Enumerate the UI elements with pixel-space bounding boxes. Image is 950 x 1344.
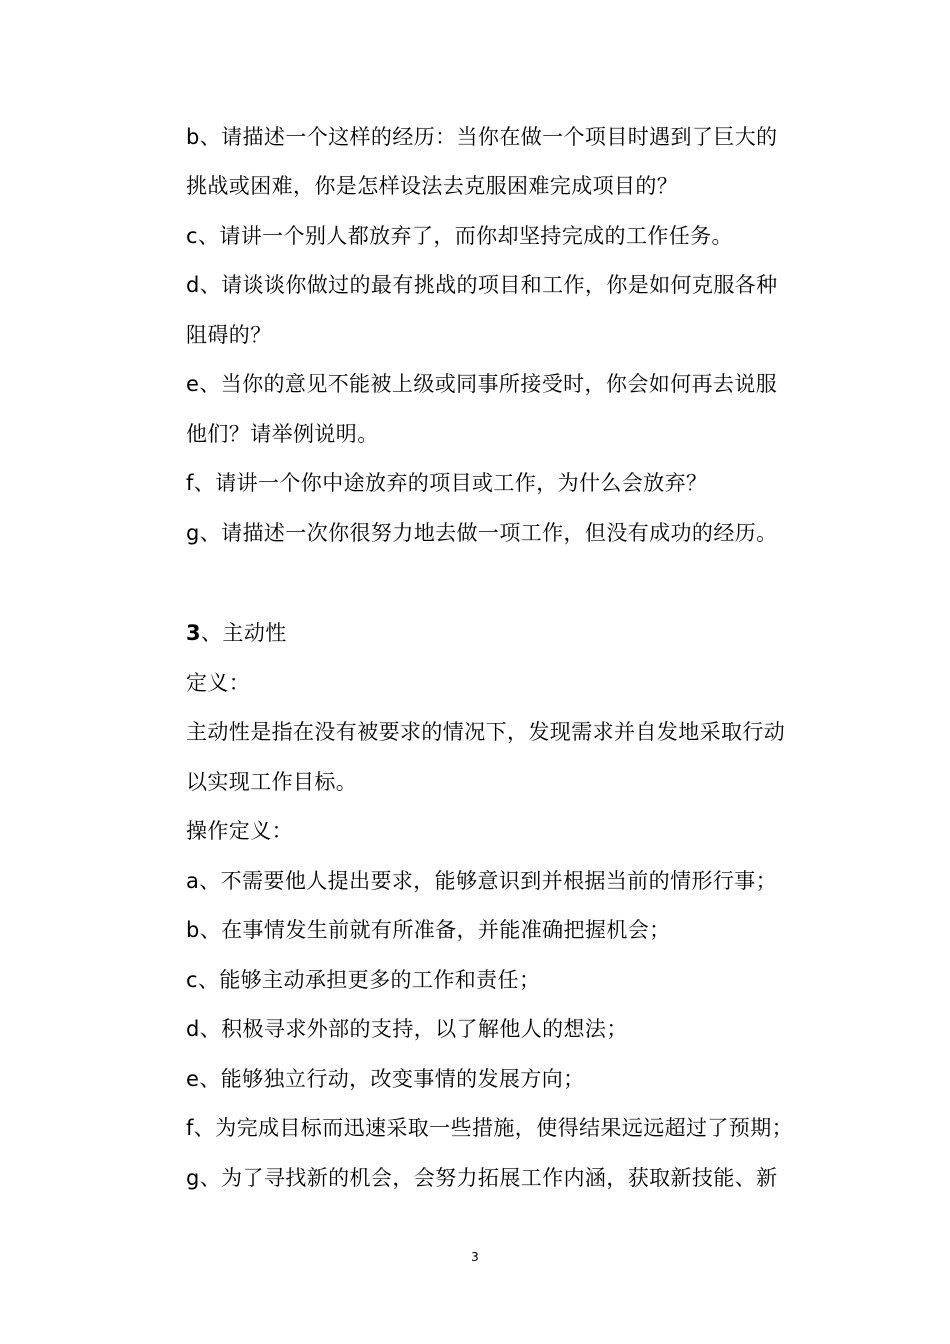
text-line: g、请描述一次你很努力地去做一项工作，但没有成功的经历。 [186, 521, 778, 545]
text-line: c、请讲一个别人都放弃了，而你却坚持完成的工作任务。 [186, 224, 733, 248]
text-line: b、请描述一个这样的经历：当你在做一个项目时遇到了巨大的 [186, 125, 778, 149]
list-item: b、在事情发生前就有所准备，并能准确把握机会； [186, 918, 671, 942]
text-line: 挑战或困难，你是怎样设法去克服困难完成项目的？ [186, 174, 679, 198]
text-line: d、请谈谈你做过的最有挑战的项目和工作，你是如何克服各种 [186, 273, 778, 297]
section-number: 3 [186, 621, 202, 645]
definition-label: 定义： [186, 671, 251, 695]
definition-text: 主动性是指在没有被要求的情况下，发现需求并自发地采取行动 [186, 720, 786, 744]
list-item: e、能够独立行动，改变事情的发展方向； [186, 1067, 585, 1091]
section-title: 、主动性 [201, 621, 287, 645]
list-item: d、积极寻求外部的支持，以了解他人的想法； [186, 1017, 628, 1041]
text-line: 阻碍的？ [186, 323, 272, 347]
text-line: f、请讲一个你中途放弃的项目或工作，为什么会放弃？ [186, 471, 708, 495]
list-item: f、为完成目标而迅速采取一些措施，使得结果远远超过了预期； [186, 1116, 793, 1140]
text-line: 他们？请举例说明。 [186, 422, 379, 446]
text-line: e、当你的意见不能被上级或同事所接受时，你会如何再去说服 [186, 372, 778, 396]
operational-definition-label: 操作定义： [186, 819, 293, 843]
list-item: g、为了寻找新的机会，会努力拓展工作内涵，获取新技能、新 [186, 1166, 778, 1190]
section-heading [186, 619, 826, 647]
page-number: 3 [471, 1250, 479, 1264]
definition-text: 以实现工作目标。 [186, 770, 358, 794]
list-item: a、不需要他人提出要求，能够意识到并根据当前的情形行事； [186, 869, 778, 893]
list-item: c、能够主动承担更多的工作和责任； [186, 968, 541, 992]
